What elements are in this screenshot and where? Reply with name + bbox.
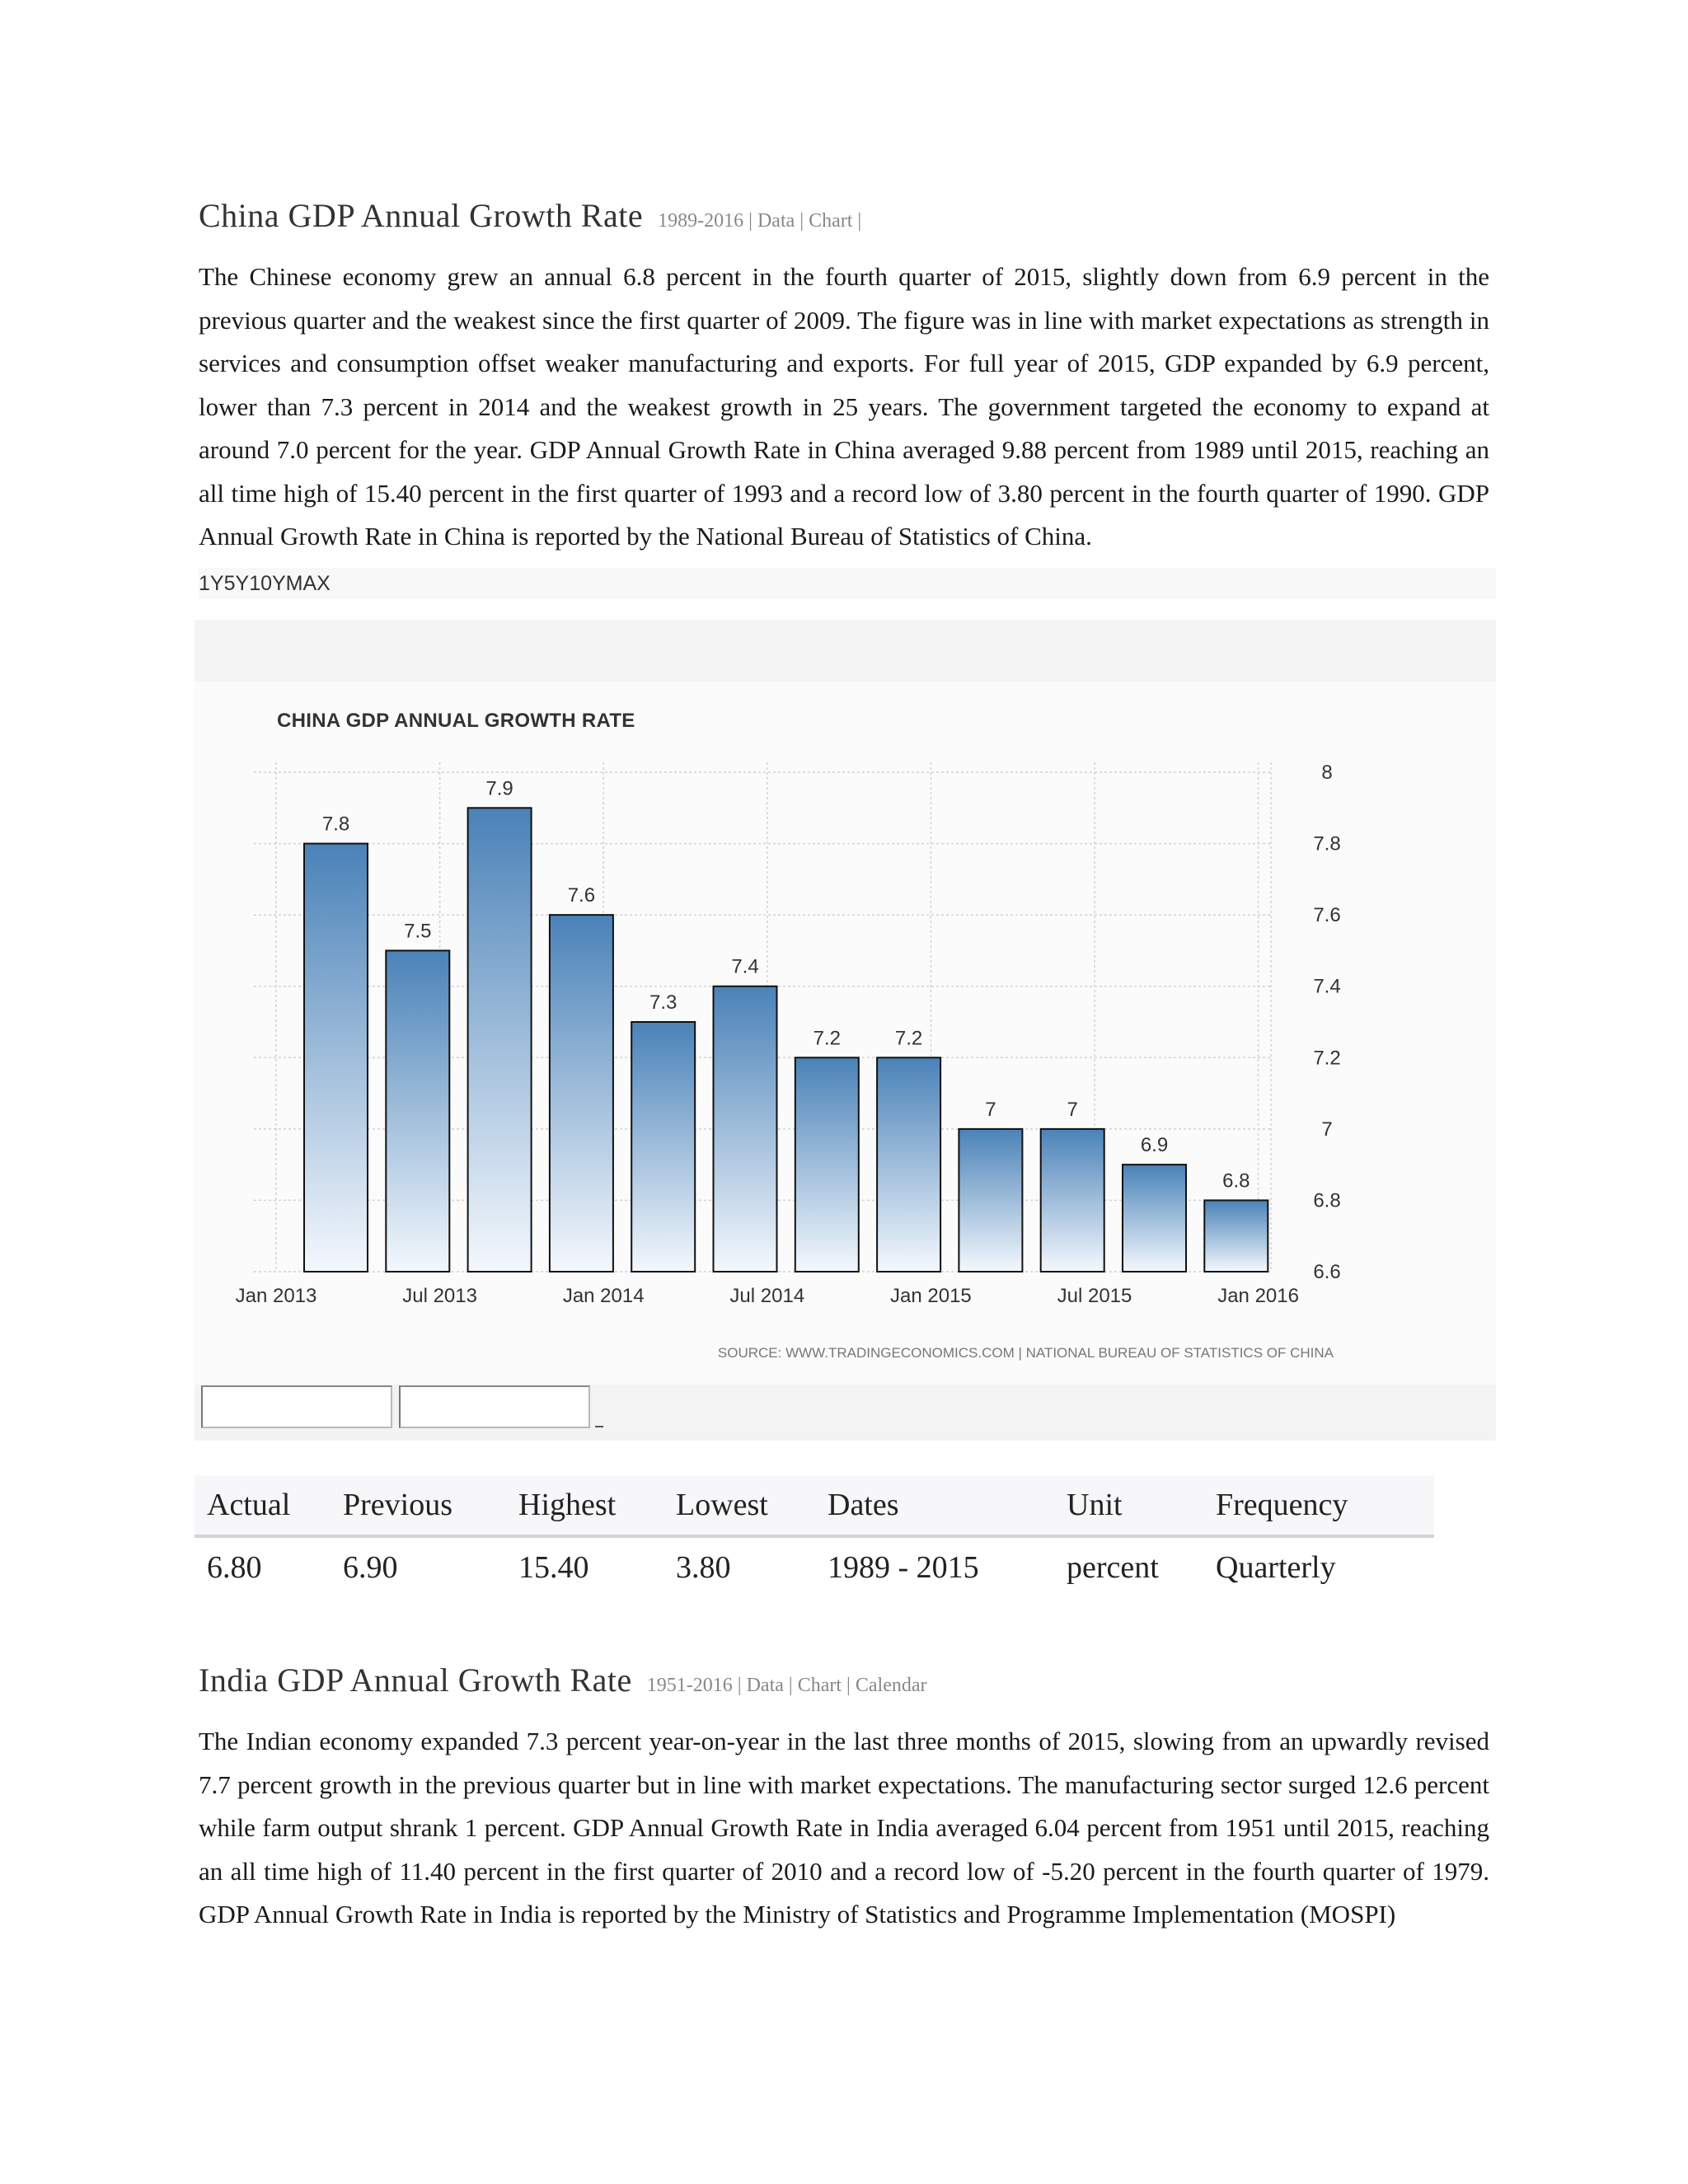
x-tick-label: Jul 2013	[402, 1285, 477, 1307]
bar-value-label: 7.9	[485, 777, 513, 800]
header-lowest: Lowest	[663, 1475, 815, 1536]
chart-data-labels	[322, 777, 1250, 1192]
value-highest: 15.40	[518, 1550, 589, 1585]
india-separator: |	[788, 1675, 793, 1696]
bar	[1041, 1129, 1104, 1272]
value-dates: 1989 - 2015	[828, 1550, 979, 1585]
stats-value-row	[195, 1536, 1434, 1597]
china-paragraph: The Chinese economy grew an annual 6.8 percent in the fourth quarter of 2015, slightly down from 6.9 percent in the previous quarter and the weakest since the first quarter of 2009. The figure was in line with market expectations as strength in services and consumption offset weaker manufacturing and exports. For full year of 2015, GDP expanded by 6.9 percent, lower than 7.3 percent in 2014 and the weakest growth in 25 years. The government targeted the economy to expand at around 7.0 percent for the year. GDP Annual Growth Rate in China averaged 9.88 percent from 1989 until 2015, reaching an all time high of 15.40 percent in the first quarter of 1993 and a record low of 3.80 percent in the fourth quarter of 1990. GDP Annual Growth Rate in China is reported by the National Bureau of Statistics of China.	[199, 262, 1489, 551]
end-date-input[interactable]	[399, 1385, 590, 1428]
range-5y[interactable]: 5Y	[223, 572, 250, 595]
stats-table	[195, 1475, 1434, 1597]
bar	[795, 1057, 859, 1272]
range-1y[interactable]: 1Y	[199, 572, 224, 595]
bar-value-label: 6.9	[1140, 1134, 1169, 1157]
range-max[interactable]: MAX	[285, 572, 331, 595]
china-separator: |	[857, 210, 862, 232]
start-date-input[interactable]	[201, 1385, 392, 1428]
chart-x-axis	[236, 1285, 1299, 1307]
india-data-link[interactable]: Data	[746, 1675, 784, 1696]
header-actual: Actual	[195, 1475, 331, 1536]
bar-value-label: 7.2	[813, 1027, 841, 1050]
china-chart-link[interactable]: Chart	[809, 210, 853, 232]
x-tick-label: Jul 2015	[1057, 1285, 1132, 1307]
value-unit: percent	[1067, 1550, 1159, 1585]
china-years: 1989-2016	[658, 210, 744, 232]
value-previous: 6.90	[343, 1550, 398, 1585]
china-separator: |	[748, 210, 753, 232]
chart-y-axis	[1313, 762, 1340, 1283]
bar	[550, 915, 613, 1272]
bar-value-label: 7.5	[404, 920, 432, 943]
y-tick-label: 7.6	[1313, 904, 1341, 927]
header-dates: Dates	[815, 1475, 1054, 1536]
india-chart-link[interactable]: Chart	[797, 1675, 842, 1696]
header-previous: Previous	[331, 1475, 506, 1536]
y-tick-label: 7	[1321, 1118, 1333, 1141]
y-tick-label: 6.8	[1313, 1189, 1341, 1212]
date-range-dash	[595, 1426, 603, 1427]
chart-bars	[304, 808, 1268, 1272]
y-tick-label: 7.4	[1313, 975, 1341, 998]
india-title: India GDP Annual Growth Rate	[199, 1661, 632, 1699]
bar	[877, 1057, 940, 1272]
y-tick-label: 7.8	[1313, 832, 1341, 855]
x-tick-label: Jan 2014	[562, 1285, 645, 1307]
china-data-link[interactable]: Data	[757, 210, 795, 232]
y-tick-label: 8	[1321, 762, 1333, 784]
bar-value-label: 7.2	[894, 1027, 923, 1050]
india-years: 1951-2016	[646, 1675, 733, 1696]
china-meta	[658, 210, 866, 232]
range-10y[interactable]: 10Y	[249, 572, 286, 595]
bar	[304, 844, 368, 1272]
bar-value-label: 7	[985, 1098, 996, 1121]
bar	[631, 1022, 695, 1272]
x-tick-label: Jul 2014	[729, 1285, 805, 1307]
china-title: China GDP Annual Growth Rate	[199, 197, 644, 234]
value-actual: 6.80	[207, 1550, 262, 1585]
india-separator: |	[737, 1675, 742, 1696]
india-calendar-link[interactable]: Calendar	[855, 1675, 927, 1696]
gdp-bar-chart	[195, 682, 1496, 1386]
y-tick-label: 6.6	[1313, 1261, 1341, 1283]
y-tick-label: 7.2	[1313, 1047, 1341, 1070]
header-unit: Unit	[1054, 1475, 1203, 1536]
bar	[714, 987, 777, 1272]
value-lowest: 3.80	[676, 1550, 731, 1585]
chart-toolbar	[195, 620, 1496, 682]
value-frequency: Quarterly	[1216, 1550, 1336, 1585]
china-section-header	[199, 196, 866, 235]
india-paragraph: The Indian economy expanded 7.3 percent year-on-year in the last three months of 2015, slowing from an upwardly revised 7.7 percent growth in the previous quarter but in line with market expectations. The manufacturing sector surged 12.6 percent while farm output shrank 1 percent. GDP Annual Growth Rate in India averaged 6.04 percent from 1951 until 2015, reaching an all time high of 11.40 percent in the first quarter of 2010 and a record low of -5.20 percent in the fourth quarter of 1979. GDP Annual Growth Rate in India is reported by the Ministry of Statistics and Programme Implementation (MOSPI)	[199, 1727, 1489, 1929]
x-tick-label: Jan 2016	[1217, 1285, 1299, 1307]
india-separator: |	[846, 1675, 851, 1696]
india-meta	[647, 1675, 932, 1696]
bar-value-label: 7.6	[567, 884, 596, 907]
bar	[959, 1129, 1022, 1272]
bar-value-label: 6.8	[1222, 1169, 1250, 1193]
chart-source: SOURCE: WWW.TRADINGECONOMICS.COM | NATIONAL BUREAU OF STATISTICS OF CHINA	[717, 1345, 1334, 1361]
header-highest: Highest	[506, 1475, 663, 1536]
x-tick-label: Jan 2013	[235, 1285, 317, 1307]
bar-value-label: 7.3	[649, 991, 678, 1014]
range-selector	[199, 568, 1496, 599]
chart-title: CHINA GDP ANNUAL GROWTH RATE	[277, 710, 635, 732]
bar	[1123, 1165, 1186, 1272]
bar	[468, 808, 532, 1272]
bar-value-label: 7	[1067, 1098, 1078, 1121]
x-tick-label: Jan 2015	[890, 1285, 972, 1307]
bar-value-label: 7.4	[731, 955, 759, 978]
india-section-header	[199, 1661, 931, 1699]
header-frequency: Frequency	[1203, 1475, 1434, 1536]
bar	[1204, 1200, 1268, 1272]
china-separator: |	[799, 210, 804, 232]
bar	[386, 950, 449, 1272]
bar-value-label: 7.8	[321, 813, 350, 836]
stats-header-row	[195, 1475, 1434, 1536]
